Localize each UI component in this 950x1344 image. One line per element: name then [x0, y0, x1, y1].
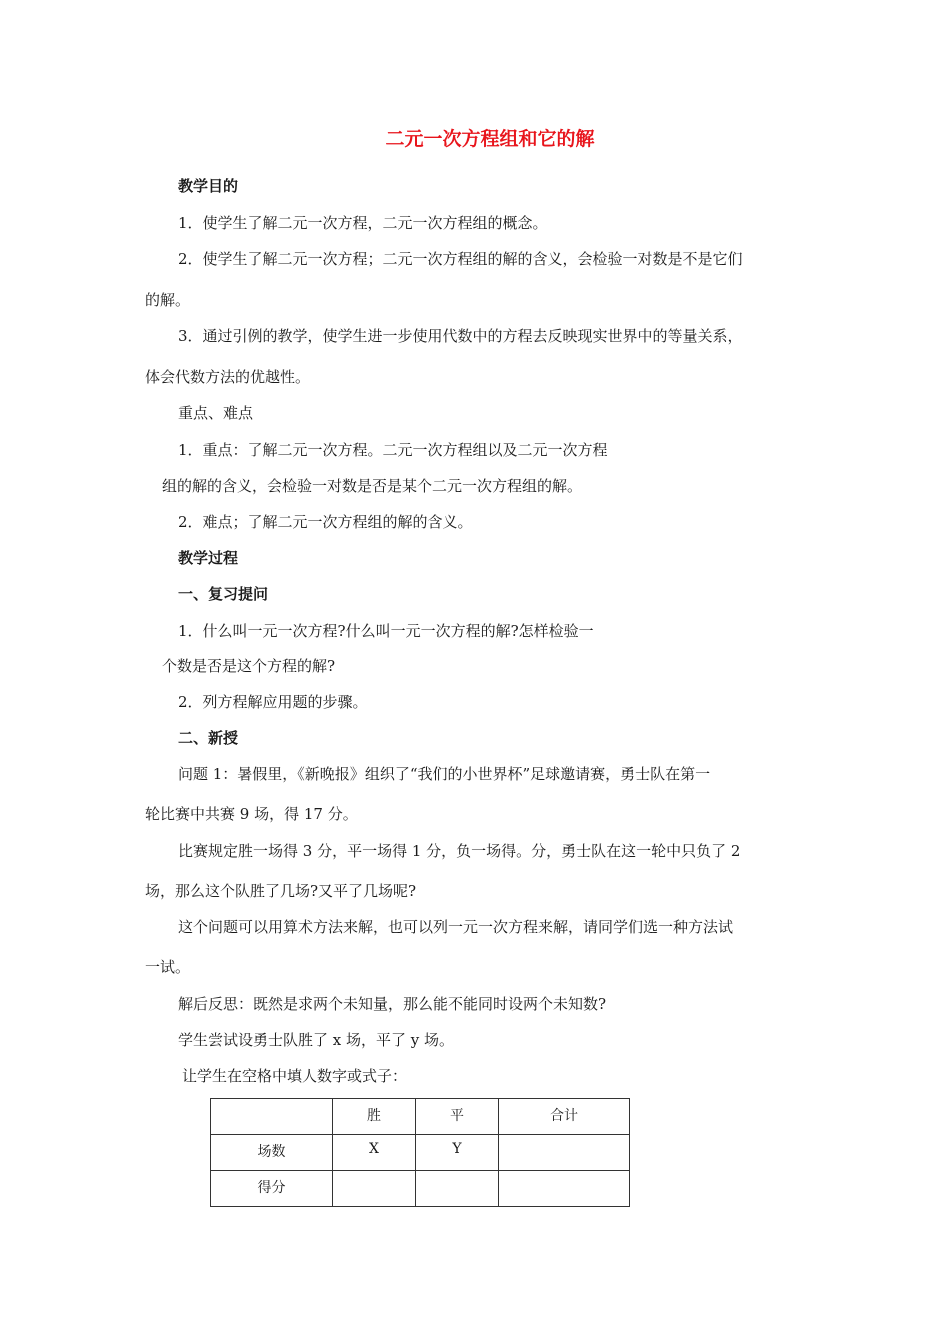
table-header-row: [211, 1099, 630, 1135]
table-header-cell: 胜: [333, 1099, 416, 1135]
text-line: 场，那么这个队胜了几场?又平了几场呢?: [145, 882, 417, 900]
table-row: [211, 1135, 630, 1171]
text-line: 体会代数方法的优越性。: [145, 368, 311, 386]
fill-in-table: [210, 1098, 630, 1207]
table-cell: [499, 1171, 630, 1207]
text-line: 一试。: [145, 958, 191, 976]
text-line: 解后反思：既然是求两个未知量，那么能不能同时设两个未知数?: [178, 995, 607, 1013]
text-line: 2．难点；了解二元一次方程组的解的含义。: [178, 513, 473, 531]
text-line: 这个问题可以用算术方法来解，也可以列一元一次方程来解，请同学们选一种方法试: [178, 918, 734, 936]
text-line: 2．使学生了解二元一次方程；二元一次方程组的解的含义，会检验一对数是不是它们: [178, 250, 743, 268]
text-line: 1．使学生了解二元一次方程，二元一次方程组的概念。: [178, 214, 548, 232]
text-line: 教学过程: [178, 549, 239, 567]
table-cell: [333, 1171, 416, 1207]
table-header-cell: 平: [416, 1099, 499, 1135]
table-cell: 场数: [211, 1135, 333, 1171]
text-line: 1．什么叫一元一次方程?什么叫一元一次方程的解?怎样检验一: [178, 622, 594, 640]
text-line: 组的解的含义，会检验一对数是否是某个二元一次方程组的解。: [162, 477, 583, 495]
text-line: 1．重点：了解二元一次方程。二元一次方程组以及二元一次方程: [178, 441, 608, 459]
text-line: 问题 1：暑假里，《新晚报》组织了“我们的小世界杯”足球邀请赛，勇士队在第一: [178, 765, 711, 783]
table-cell: [499, 1135, 630, 1171]
text-line: 个数是否是这个方程的解?: [162, 657, 336, 675]
table-cell: X: [333, 1135, 416, 1171]
table-row: [211, 1171, 630, 1207]
text-line: 比赛规定胜一场得 3 分，平一场得 1 分，负一场得。分，勇士队在这一轮中只负了 2: [178, 842, 741, 860]
text-line: 2．列方程解应用题的步骤。: [178, 693, 368, 711]
table-header-cell: [211, 1099, 333, 1135]
text-line: 的解。: [145, 291, 191, 309]
text-line: 二、新授: [178, 729, 239, 747]
text-line: 重点、难点: [178, 404, 254, 422]
table-header-cell: 合计: [499, 1099, 630, 1135]
text-line: 学生尝试设勇士队胜了 x 场，平了 y 场。: [178, 1031, 455, 1049]
document-title: 二元一次方程组和它的解: [385, 128, 595, 150]
text-line: 3．通过引例的教学，使学生进一步使用代数中的方程去反映现实世界中的等量关系，: [178, 327, 743, 345]
text-line: 让学生在空格中填人数字或式子：: [182, 1067, 408, 1085]
text-line: 教学目的: [178, 177, 239, 195]
table-cell: [416, 1171, 499, 1207]
table-cell: 得分: [211, 1171, 333, 1207]
text-line: 轮比赛中共赛 9 场，得 17 分。: [145, 805, 358, 823]
text-line: 一、复习提问: [178, 585, 269, 603]
table-cell: Y: [416, 1135, 499, 1171]
